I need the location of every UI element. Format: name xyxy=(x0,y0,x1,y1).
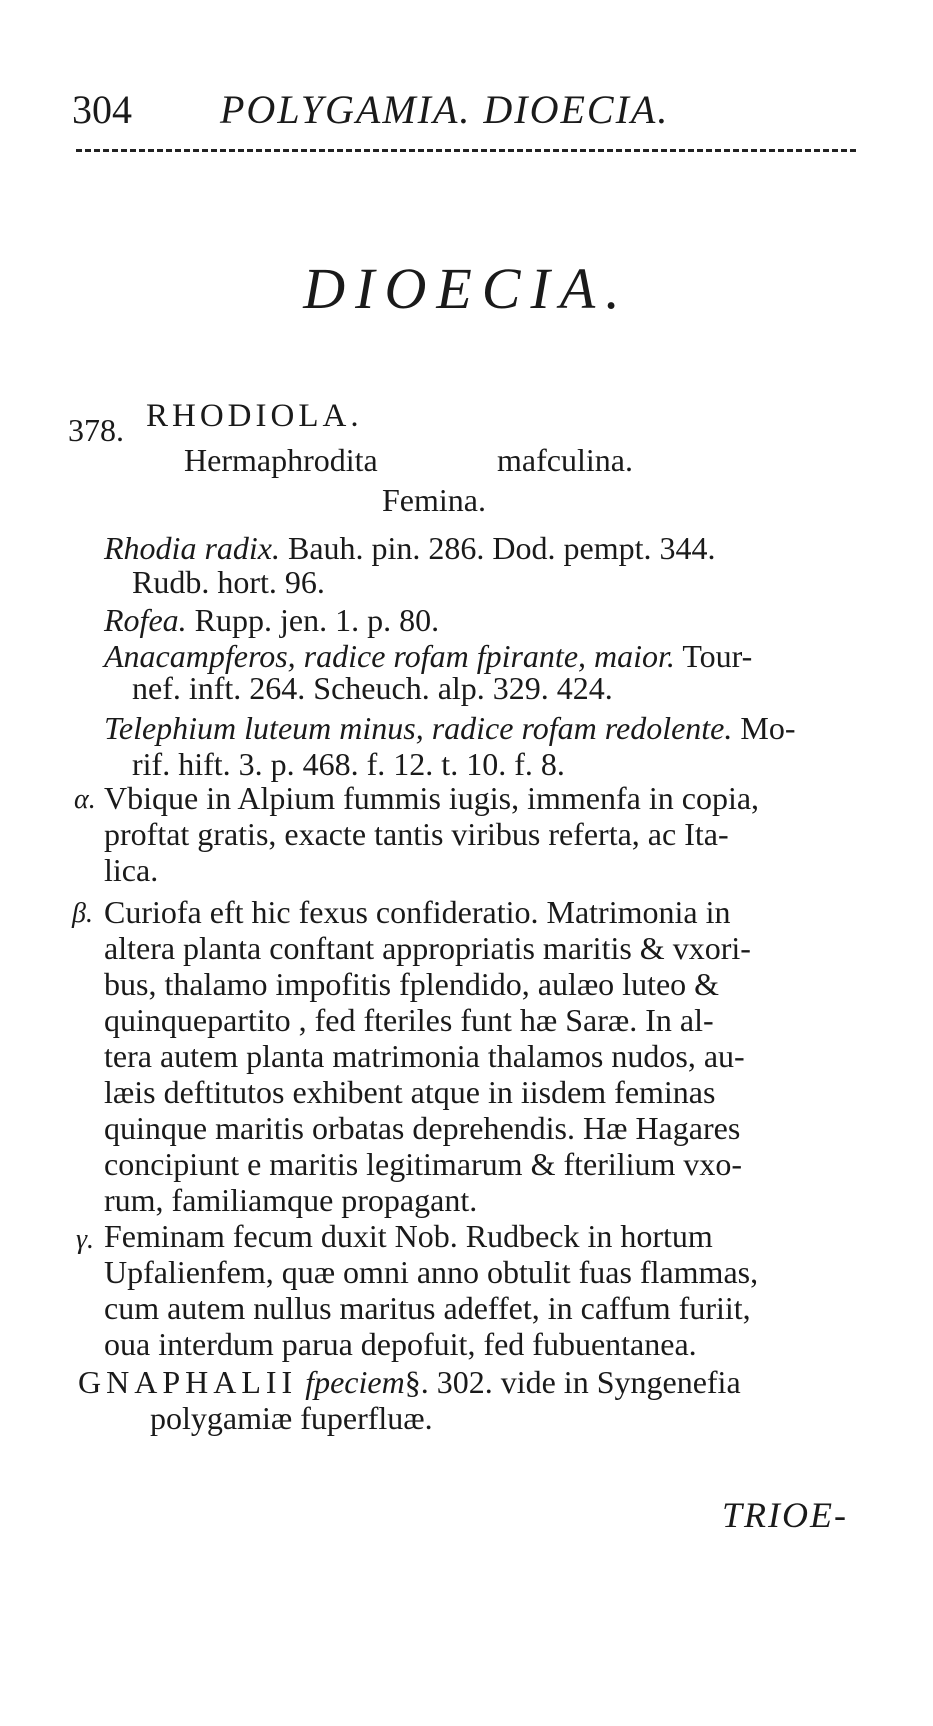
flower-female: Femina. xyxy=(382,482,486,518)
cross-reference-text: §. 302. vide in Syngenefia xyxy=(404,1364,741,1400)
running-title: POLYGAMIA. DIOECIA. xyxy=(220,87,670,132)
synonym-line xyxy=(104,600,439,640)
synonym-ref: Bauh. pin. 286. Dod. pempt. 344. xyxy=(287,530,716,566)
synonym-name: Anacampferos, radice rofam fpirante, maior. xyxy=(104,638,675,674)
synonym-line xyxy=(104,708,795,748)
note-line: Feminam fecum duxit Nob. Rudbeck in hortum xyxy=(104,1218,713,1254)
synonym-name: Rofea. xyxy=(104,602,187,638)
note-marker-alpha: α. xyxy=(74,784,96,815)
note-line: oua interdum parua depofuit, fed fubuentanea. xyxy=(104,1326,697,1362)
note-line: altera planta conftant appropriatis maritis & vxori- xyxy=(104,930,751,966)
synonym-cont: nef. inft. 264. Scheuch. alp. 329. 424. xyxy=(132,670,613,706)
genus-number: 378. xyxy=(68,412,124,448)
note-line: tera autem planta matrimonia thalamos nudos, au- xyxy=(104,1038,745,1074)
synonym-ref: Tour- xyxy=(682,638,753,674)
note-line: proftat gratis, exacte tantis viribus referta, ac Ita- xyxy=(104,816,729,852)
note-line: quinque maritis orbatas deprehendis. Hæ Hagares xyxy=(104,1110,741,1146)
note-line: concipiunt e maritis legitimarum & fterilium vxo- xyxy=(104,1146,743,1182)
note-line: quinquepartito , fed fteriles funt hæ Saræ. In al- xyxy=(104,1002,714,1038)
flower-masculine: mafculina. xyxy=(497,442,633,478)
synonym-ref: Rupp. jen. 1. p. 80. xyxy=(194,602,440,638)
note-marker-beta: β. xyxy=(72,898,93,929)
cross-reference xyxy=(78,1362,741,1402)
cross-reference-species: fpeciem xyxy=(305,1364,405,1400)
catchword: TRIOE- xyxy=(722,1495,848,1535)
synonym-ref: Mo- xyxy=(740,710,796,746)
synonym-name: Telephium luteum minus, radice rofam redolente. xyxy=(104,710,733,746)
note-line: læis deftitutos exhibent atque in iisdem feminas xyxy=(104,1074,716,1110)
note-line: Vbique in Alpium fummis iugis, immenfa in copia, xyxy=(104,780,760,816)
cross-reference-cont: polygamiæ fuperfluæ. xyxy=(150,1400,433,1436)
cross-reference-genus: GNAPHALII xyxy=(78,1364,298,1400)
synonym-name: Rhodia radix. xyxy=(104,530,280,566)
note-line: cum autem nullus maritus adeffet, in caffum furiit, xyxy=(104,1290,751,1326)
note-line: rum, familiamque propagant. xyxy=(104,1182,478,1218)
note-line: Curiofa eft hic fexus confideratio. Matrimonia in xyxy=(104,894,731,930)
synonym-cont: Rudb. hort. 96. xyxy=(132,564,325,600)
page-number: 304 xyxy=(72,87,132,132)
section-title: DIOECIA. xyxy=(303,256,630,321)
header-rule xyxy=(76,149,856,152)
note-line: Upfalienfem, quæ omni anno obtulit fuas flammas, xyxy=(104,1254,759,1290)
flower-hermaphrodite: Hermaphrodita xyxy=(184,442,378,478)
note-line: lica. xyxy=(104,852,159,888)
genus-name: RHODIOLA. xyxy=(146,398,363,434)
synonym-cont: rif. hift. 3. p. 468. f. 12. t. 10. f. 8. xyxy=(132,746,565,782)
note-marker-gamma: γ. xyxy=(76,1224,95,1255)
note-line: bus, thalamo impofitis fplendido, aulæo luteo & xyxy=(104,966,720,1002)
